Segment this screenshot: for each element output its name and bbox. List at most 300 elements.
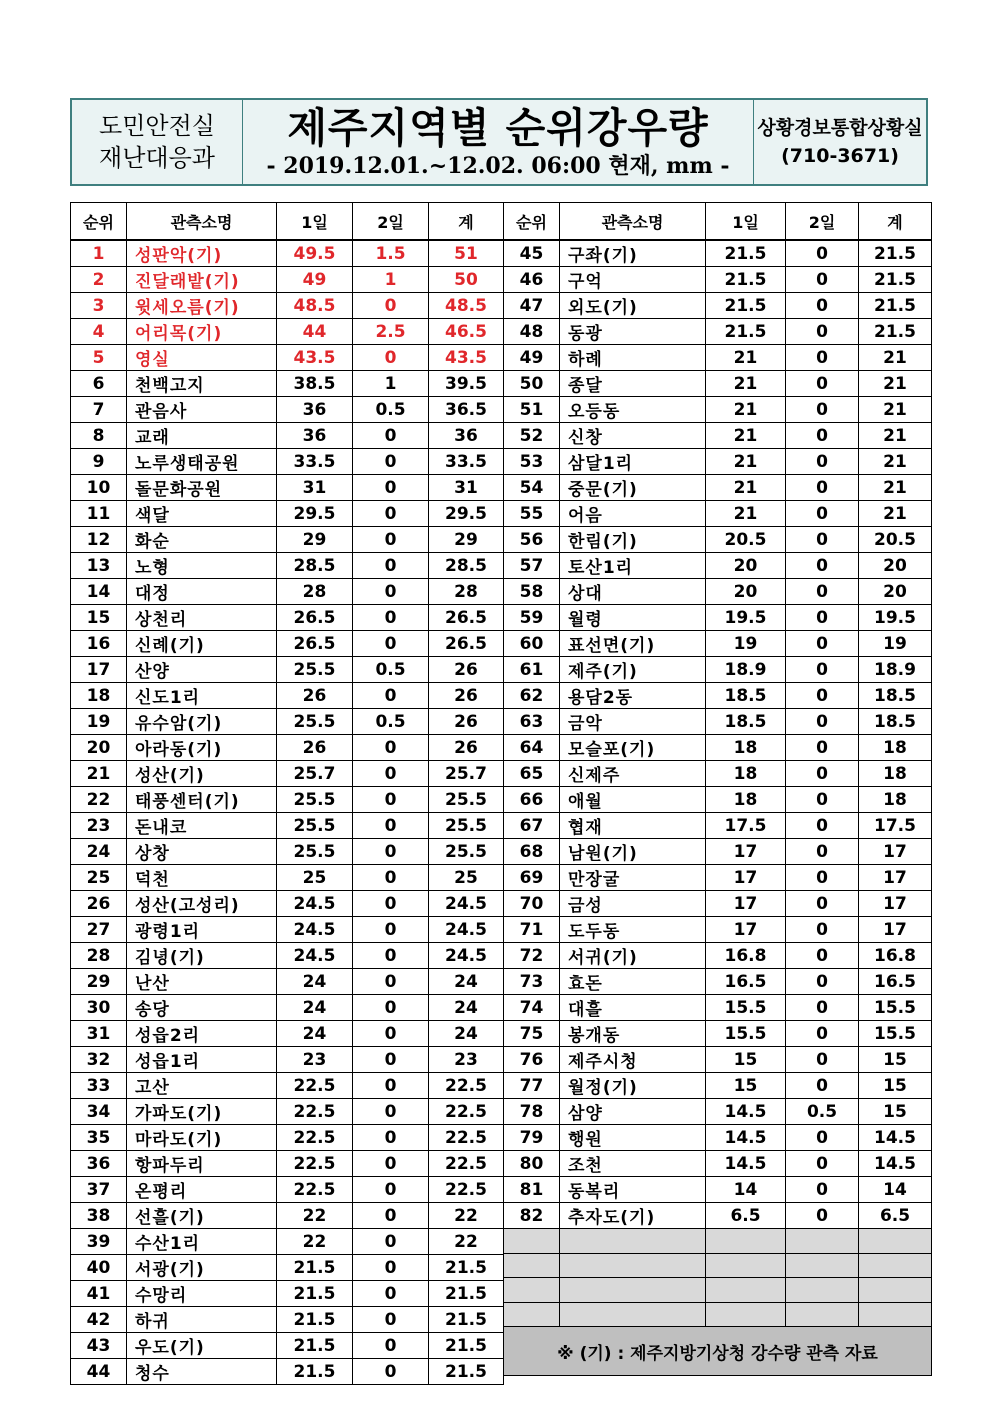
total-cell: 31	[429, 475, 504, 501]
day2-cell: 0	[353, 1099, 429, 1125]
day2-cell: 0	[353, 1177, 429, 1203]
rank-cell: 36	[71, 1151, 127, 1177]
total-cell: 24.5	[429, 943, 504, 969]
day2-cell: 0	[353, 1151, 429, 1177]
table-row	[504, 1151, 932, 1177]
total-cell: 51	[429, 240, 504, 267]
empty-row	[504, 1302, 932, 1327]
day2-cell: 0	[353, 345, 429, 371]
station-cell: 김녕(기)	[127, 943, 277, 969]
day1-cell: 25.5	[277, 657, 353, 683]
day1-cell: 26	[277, 683, 353, 709]
empty-cell	[560, 1253, 706, 1278]
station-cell: 서귀(기)	[560, 943, 706, 969]
station-cell: 하귀	[127, 1307, 277, 1333]
table-row	[71, 995, 504, 1021]
day2-cell: 0	[786, 813, 859, 839]
station-cell: 고산	[127, 1073, 277, 1099]
rank-cell: 66	[504, 787, 560, 813]
empty-cell	[504, 1302, 560, 1327]
station-cell: 모슬포(기)	[560, 735, 706, 761]
rank-cell: 58	[504, 579, 560, 605]
total-cell: 14.5	[859, 1151, 932, 1177]
station-cell: 성읍2리	[127, 1021, 277, 1047]
day2-cell: 0	[353, 891, 429, 917]
total-cell: 36	[429, 423, 504, 449]
rank-cell: 49	[504, 345, 560, 371]
day2-cell: 0	[786, 891, 859, 917]
day1-cell: 49.5	[277, 240, 353, 267]
total-cell: 29.5	[429, 501, 504, 527]
table-row	[71, 605, 504, 631]
station-cell: 표선면(기)	[560, 631, 706, 657]
day1-cell: 14	[706, 1177, 786, 1203]
rank-cell: 3	[71, 293, 127, 319]
day2-cell: 0	[353, 1047, 429, 1073]
rank-cell: 57	[504, 553, 560, 579]
station-cell: 대흘	[560, 995, 706, 1021]
station-cell: 상창	[127, 839, 277, 865]
table-row	[504, 761, 932, 787]
station-cell: 추자도(기)	[560, 1203, 706, 1229]
station-cell: 효돈	[560, 969, 706, 995]
total-cell: 14.5	[859, 1125, 932, 1151]
rank-cell: 41	[71, 1281, 127, 1307]
day2-cell: 0	[353, 683, 429, 709]
station-cell: 성판악(기)	[127, 240, 277, 267]
rank-cell: 45	[504, 240, 560, 267]
table-row	[71, 449, 504, 475]
table-row	[504, 371, 932, 397]
day1-cell: 49	[277, 267, 353, 293]
day2-cell: 0	[786, 1177, 859, 1203]
table-row	[71, 761, 504, 787]
day2-cell: 0	[353, 1255, 429, 1281]
office-name: 상황경보통합상황실	[757, 117, 923, 139]
rank-cell: 4	[71, 319, 127, 345]
station-cell: 색달	[127, 501, 277, 527]
rank-cell: 7	[71, 397, 127, 423]
day1-cell: 21	[706, 475, 786, 501]
total-cell: 21	[859, 501, 932, 527]
day1-cell: 18.5	[706, 709, 786, 735]
day1-cell: 38.5	[277, 371, 353, 397]
day2-cell: 0	[353, 1307, 429, 1333]
report-header	[70, 98, 928, 186]
station-cell: 도두동	[560, 917, 706, 943]
col-day1: 1일	[706, 203, 786, 241]
day1-cell: 22.5	[277, 1073, 353, 1099]
day2-cell: 0	[353, 1281, 429, 1307]
day1-cell: 21.5	[277, 1255, 353, 1281]
station-cell: 난산	[127, 969, 277, 995]
station-cell: 신창	[560, 423, 706, 449]
day1-cell: 28	[277, 579, 353, 605]
day1-cell: 21	[706, 345, 786, 371]
table-row	[71, 683, 504, 709]
col-day1: 1일	[277, 203, 353, 241]
table-row	[504, 1099, 932, 1125]
day2-cell: 0	[786, 787, 859, 813]
day2-cell: 0	[353, 1021, 429, 1047]
table-row	[504, 1021, 932, 1047]
rank-cell: 40	[71, 1255, 127, 1281]
total-cell: 21.5	[429, 1307, 504, 1333]
total-cell: 22.5	[429, 1125, 504, 1151]
day1-cell: 17	[706, 917, 786, 943]
day2-cell: 0	[786, 553, 859, 579]
empty-cell	[706, 1229, 786, 1254]
total-cell: 21.5	[859, 293, 932, 319]
table-row	[504, 397, 932, 423]
col-station: 관측소명	[127, 203, 277, 241]
rank-cell: 68	[504, 839, 560, 865]
table-row	[504, 1047, 932, 1073]
table-row	[71, 579, 504, 605]
rank-cell: 73	[504, 969, 560, 995]
total-cell: 22.5	[429, 1151, 504, 1177]
day2-cell: 0	[353, 969, 429, 995]
station-cell: 항파두리	[127, 1151, 277, 1177]
rank-cell: 5	[71, 345, 127, 371]
rank-cell: 15	[71, 605, 127, 631]
day2-cell: 0	[353, 605, 429, 631]
rank-cell: 60	[504, 631, 560, 657]
day1-cell: 24	[277, 995, 353, 1021]
rainfall-table-right	[503, 202, 932, 1376]
col-day2: 2일	[353, 203, 429, 241]
day2-cell: 0	[786, 943, 859, 969]
total-cell: 16.8	[859, 943, 932, 969]
day1-cell: 21	[706, 501, 786, 527]
table-row	[504, 240, 932, 267]
station-cell: 가파도(기)	[127, 1099, 277, 1125]
table-row	[504, 631, 932, 657]
total-cell: 15	[859, 1099, 932, 1125]
rank-cell: 39	[71, 1229, 127, 1255]
total-cell: 20	[859, 579, 932, 605]
total-cell: 24	[429, 969, 504, 995]
table-row	[504, 267, 932, 293]
rank-cell: 76	[504, 1047, 560, 1073]
station-cell: 조천	[560, 1151, 706, 1177]
day2-cell: 0	[786, 345, 859, 371]
station-cell: 광령1리	[127, 917, 277, 943]
total-cell: 21	[859, 345, 932, 371]
station-cell: 월정(기)	[560, 1073, 706, 1099]
station-cell: 금성	[560, 891, 706, 917]
day1-cell: 29	[277, 527, 353, 553]
table-row	[504, 1177, 932, 1203]
table-row	[71, 709, 504, 735]
total-cell: 43.5	[429, 345, 504, 371]
day2-cell: 0.5	[353, 397, 429, 423]
empty-cell	[859, 1229, 932, 1254]
station-cell: 영실	[127, 345, 277, 371]
rank-cell: 37	[71, 1177, 127, 1203]
station-cell: 서광(기)	[127, 1255, 277, 1281]
rank-cell: 64	[504, 735, 560, 761]
col-day2: 2일	[786, 203, 859, 241]
day2-cell: 0	[786, 1073, 859, 1099]
rainfall-table-left	[70, 202, 504, 1385]
rank-cell: 52	[504, 423, 560, 449]
station-cell: 성읍1리	[127, 1047, 277, 1073]
total-cell: 17	[859, 865, 932, 891]
rank-cell: 12	[71, 527, 127, 553]
day1-cell: 20.5	[706, 527, 786, 553]
table-row	[71, 1125, 504, 1151]
total-cell: 25.5	[429, 813, 504, 839]
total-cell: 21.5	[859, 267, 932, 293]
station-cell: 신도1리	[127, 683, 277, 709]
day2-cell: 0	[786, 319, 859, 345]
rank-cell: 77	[504, 1073, 560, 1099]
total-cell: 20	[859, 553, 932, 579]
day2-cell: 0	[786, 240, 859, 267]
day1-cell: 15.5	[706, 995, 786, 1021]
station-cell: 수산1리	[127, 1229, 277, 1255]
title-block	[243, 100, 753, 184]
total-cell: 21.5	[429, 1281, 504, 1307]
rank-cell: 19	[71, 709, 127, 735]
department-block	[72, 100, 243, 184]
total-cell: 17	[859, 917, 932, 943]
total-cell: 26	[429, 683, 504, 709]
table-row	[504, 813, 932, 839]
rank-cell: 21	[71, 761, 127, 787]
rank-cell: 31	[71, 1021, 127, 1047]
rank-cell: 54	[504, 475, 560, 501]
station-cell: 구억	[560, 267, 706, 293]
col-rank: 순위	[504, 203, 560, 241]
table-row	[71, 1359, 504, 1385]
day1-cell: 15.5	[706, 1021, 786, 1047]
table-row	[71, 735, 504, 761]
day2-cell: 0	[786, 865, 859, 891]
table-row	[71, 1255, 504, 1281]
col-total: 계	[429, 203, 504, 241]
table-row	[71, 891, 504, 917]
day2-cell: 0	[786, 1047, 859, 1073]
day1-cell: 44	[277, 319, 353, 345]
total-cell: 15.5	[859, 995, 932, 1021]
empty-row	[504, 1229, 932, 1254]
rank-cell: 70	[504, 891, 560, 917]
day2-cell: 0	[353, 293, 429, 319]
day1-cell: 21.5	[706, 293, 786, 319]
day2-cell: 0	[786, 605, 859, 631]
day1-cell: 22.5	[277, 1099, 353, 1125]
rank-cell: 26	[71, 891, 127, 917]
total-cell: 21	[859, 397, 932, 423]
day2-cell: 0	[353, 1333, 429, 1359]
day1-cell: 14.5	[706, 1099, 786, 1125]
total-cell: 24	[429, 1021, 504, 1047]
day1-cell: 19	[706, 631, 786, 657]
total-cell: 17.5	[859, 813, 932, 839]
day2-cell: 0	[786, 267, 859, 293]
station-cell: 수망리	[127, 1281, 277, 1307]
table-row	[71, 1047, 504, 1073]
rank-cell: 27	[71, 917, 127, 943]
day2-cell: 0	[786, 683, 859, 709]
empty-cell	[504, 1229, 560, 1254]
station-cell: 하례	[560, 345, 706, 371]
day1-cell: 24	[277, 969, 353, 995]
day1-cell: 17	[706, 891, 786, 917]
day1-cell: 18	[706, 787, 786, 813]
day1-cell: 15	[706, 1073, 786, 1099]
empty-cell	[504, 1253, 560, 1278]
station-cell: 송당	[127, 995, 277, 1021]
day1-cell: 25.5	[277, 787, 353, 813]
total-cell: 48.5	[429, 293, 504, 319]
total-cell: 46.5	[429, 319, 504, 345]
day2-cell: 0	[353, 995, 429, 1021]
table-row	[71, 1281, 504, 1307]
table-row	[71, 1099, 504, 1125]
table-row	[504, 787, 932, 813]
day2-cell: 0	[786, 501, 859, 527]
rank-cell: 56	[504, 527, 560, 553]
table-row	[504, 527, 932, 553]
total-cell: 18	[859, 761, 932, 787]
station-cell: 남원(기)	[560, 839, 706, 865]
empty-cell	[786, 1229, 859, 1254]
station-cell: 제주시청	[560, 1047, 706, 1073]
table-row	[71, 1307, 504, 1333]
rank-cell: 78	[504, 1099, 560, 1125]
day1-cell: 22	[277, 1203, 353, 1229]
day2-cell: 0	[353, 761, 429, 787]
total-cell: 21	[859, 423, 932, 449]
station-cell: 대정	[127, 579, 277, 605]
day2-cell: 0	[786, 969, 859, 995]
day1-cell: 21.5	[706, 319, 786, 345]
day2-cell: 0	[786, 1125, 859, 1151]
day2-cell: 0	[353, 1229, 429, 1255]
total-cell: 21	[859, 449, 932, 475]
day1-cell: 16.8	[706, 943, 786, 969]
day1-cell: 25	[277, 865, 353, 891]
day1-cell: 21.5	[277, 1281, 353, 1307]
day1-cell: 36	[277, 423, 353, 449]
rank-cell: 13	[71, 553, 127, 579]
table-row	[71, 423, 504, 449]
table-row	[71, 345, 504, 371]
total-cell: 21	[859, 371, 932, 397]
station-cell: 행원	[560, 1125, 706, 1151]
day1-cell: 25.7	[277, 761, 353, 787]
station-cell: 상천리	[127, 605, 277, 631]
day2-cell: 0	[353, 423, 429, 449]
day2-cell: 0	[786, 475, 859, 501]
rank-cell: 24	[71, 839, 127, 865]
rank-cell: 61	[504, 657, 560, 683]
col-station: 관측소명	[560, 203, 706, 241]
empty-cell	[786, 1253, 859, 1278]
table-row	[71, 865, 504, 891]
day1-cell: 22.5	[277, 1125, 353, 1151]
rank-cell: 79	[504, 1125, 560, 1151]
station-cell: 월령	[560, 605, 706, 631]
day1-cell: 14.5	[706, 1151, 786, 1177]
total-cell: 17	[859, 839, 932, 865]
day2-cell: 0	[353, 839, 429, 865]
day1-cell: 16.5	[706, 969, 786, 995]
station-cell: 노형	[127, 553, 277, 579]
day2-cell: 0	[786, 371, 859, 397]
rank-cell: 43	[71, 1333, 127, 1359]
rank-cell: 6	[71, 371, 127, 397]
day2-cell: 0	[353, 527, 429, 553]
day2-cell: 0	[786, 1203, 859, 1229]
total-cell: 33.5	[429, 449, 504, 475]
table-row	[71, 293, 504, 319]
table-row	[71, 1073, 504, 1099]
total-cell: 18.5	[859, 683, 932, 709]
department-name: 도민안전실	[99, 112, 215, 140]
table-header-row	[71, 203, 504, 241]
station-cell: 오등동	[560, 397, 706, 423]
day1-cell: 22.5	[277, 1177, 353, 1203]
station-cell: 온평리	[127, 1177, 277, 1203]
table-row	[71, 813, 504, 839]
total-cell: 16.5	[859, 969, 932, 995]
station-cell: 애월	[560, 787, 706, 813]
table-row	[504, 423, 932, 449]
table-row	[71, 475, 504, 501]
station-cell: 청수	[127, 1359, 277, 1385]
total-cell: 18.5	[859, 709, 932, 735]
day1-cell: 18	[706, 761, 786, 787]
rank-cell: 8	[71, 423, 127, 449]
table-row	[71, 240, 504, 267]
day2-cell: 0	[353, 865, 429, 891]
rank-cell: 11	[71, 501, 127, 527]
total-cell: 22	[429, 1229, 504, 1255]
total-cell: 26	[429, 735, 504, 761]
day2-cell: 0	[353, 735, 429, 761]
table-row	[504, 1125, 932, 1151]
rank-cell: 69	[504, 865, 560, 891]
table-row	[504, 501, 932, 527]
day2-cell: 1.5	[353, 240, 429, 267]
table-row	[71, 1333, 504, 1359]
day1-cell: 48.5	[277, 293, 353, 319]
day1-cell: 20	[706, 579, 786, 605]
empty-cell	[786, 1302, 859, 1327]
day2-cell: 0	[353, 1073, 429, 1099]
day2-cell: 0	[786, 423, 859, 449]
table-row	[71, 969, 504, 995]
total-cell: 19	[859, 631, 932, 657]
rank-cell: 71	[504, 917, 560, 943]
table-row	[71, 501, 504, 527]
table-row	[504, 553, 932, 579]
day1-cell: 18	[706, 735, 786, 761]
day2-cell: 0	[786, 527, 859, 553]
day2-cell: 0.5	[353, 657, 429, 683]
rank-cell: 46	[504, 267, 560, 293]
table-row	[504, 865, 932, 891]
table-row	[71, 917, 504, 943]
station-cell: 노루생태공원	[127, 449, 277, 475]
rank-cell: 48	[504, 319, 560, 345]
table-row	[504, 1073, 932, 1099]
total-cell: 22.5	[429, 1073, 504, 1099]
